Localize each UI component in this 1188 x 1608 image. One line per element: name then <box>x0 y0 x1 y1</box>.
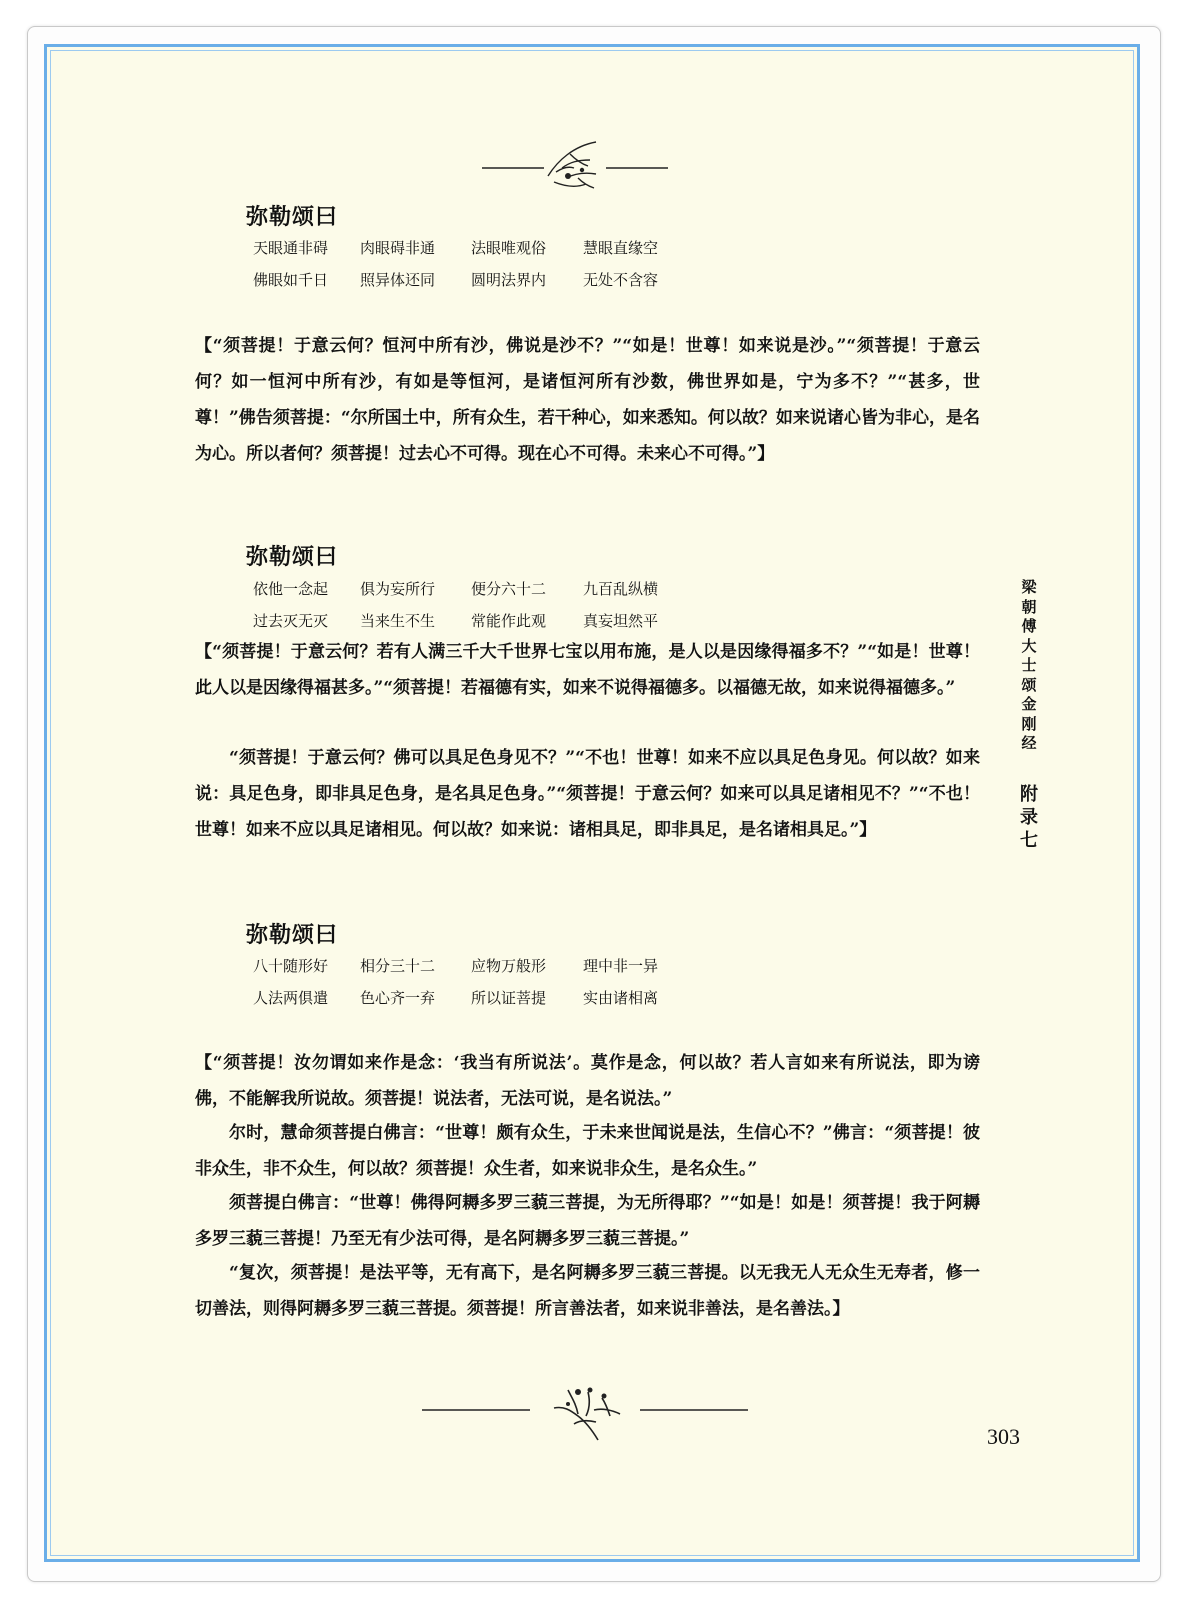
sutra-paragraph: 【“须菩提！于意云何？恒河中所有沙，佛说是沙不？”“如是！世尊！如来说是沙。”“须菩提！于意云何？如一恒河中所有沙，有如是等恒河，是诸恒河所有沙数，佛世界如是，宁为多不？”“甚多，世尊！”佛告须菩提：“尔所国土中，所有众生，若干种心，如来悉知。何以故？如来说诸心皆为非心，是名为心。所以者何？须菩提！过去心不可得。现在心不可得。未来心不可得。”】 <box>195 336 980 464</box>
verse-line: 应物万般形 <box>471 957 547 975</box>
section-heading: 弥勒颂曰 <box>246 545 339 570</box>
verse-line: 照异体还同 <box>360 271 436 289</box>
top-ornament-icon <box>478 138 672 198</box>
verse-line: 依他一念起 <box>253 580 329 598</box>
verse-line: 色心齐一弃 <box>360 989 436 1007</box>
running-book-title: 梁朝傅大士颂金刚经 <box>1021 578 1037 752</box>
verse-line: 肉眼碍非通 <box>360 239 436 257</box>
verse-line: 八十随形好 <box>253 957 329 975</box>
verse-line: 无处不含容 <box>583 271 659 289</box>
sutra-paragraph: “复次，须菩提！是法平等，无有高下，是名阿耨多罗三藐三菩提。以无我无人无众生无寿者，修一切善法，则得阿耨多罗三藐三菩提。须菩提！所言善法者，如来说非善法，是名善法。】 <box>195 1263 980 1319</box>
verse-line: 便分六十二 <box>471 580 547 598</box>
verse-line: 所以证菩提 <box>471 989 547 1007</box>
sutra-paragraph: 【“须菩提！于意云何？若有人满三千大千世界七宝以用布施，是人以是因缘得福多不？”“如是！世尊！此人以是因缘得福甚多。”“须菩提！若福德有实，如来不说得福德多。以福德无故，如来说得福德多。” <box>195 642 980 698</box>
sutra-paragraph: “须菩提！于意云何？佛可以具足色身见不？”“不也！世尊！如来不应以具足色身见。何以故？如来说：具足色身，即非具足色身，是名具足色身。”“须菩提！于意云何？如来可以具足诸相见不？”“不也！世尊！如来不应以具足诸相见。何以故？如来说：诸相具足，即非具足，是名诸相具足。”】 <box>195 748 980 840</box>
verse-line: 圆明法界内 <box>471 271 547 289</box>
sutra-paragraph: 【“须菩提！汝勿谓如来作是念：‘我当有所说法’。莫作是念，何以故？若人言如来有所说法，即为谤佛，不能解我所说故。须菩提！说法者，无法可说，是名说法。” <box>195 1053 980 1109</box>
verse-line: 实由诸相离 <box>583 989 659 1007</box>
section-heading: 弥勒颂曰 <box>246 205 339 230</box>
verse-line: 九百乱纵横 <box>583 580 659 598</box>
verse-line: 理中非一异 <box>583 957 659 975</box>
verse-line: 真妄坦然平 <box>583 612 659 630</box>
page-number: 303 <box>987 1424 1020 1449</box>
verse-line: 相分三十二 <box>360 957 436 975</box>
verse-line: 慧眼直缘空 <box>583 239 659 257</box>
verse-line: 人法两俱遣 <box>253 989 329 1007</box>
verse-line: 常能作此观 <box>471 612 547 630</box>
verse-line: 过去灭无灭 <box>253 612 329 630</box>
verse-line: 法眼唯观俗 <box>471 239 547 257</box>
sutra-paragraph: 须菩提白佛言：“世尊！佛得阿耨多罗三藐三菩提，为无所得耶？”“如是！如是！须菩提！我于阿耨多罗三藐三菩提！乃至无有少法可得，是名阿耨多罗三藐三菩提。” <box>195 1193 980 1249</box>
verse-line: 当来生不生 <box>360 612 436 630</box>
bottom-ornament-icon <box>418 1380 754 1444</box>
verse-line: 天眼通非碍 <box>253 239 329 257</box>
section-heading: 弥勒颂曰 <box>246 923 339 948</box>
verse-line: 佛眼如千日 <box>253 271 329 289</box>
running-chapter-title: 附录七 <box>1020 784 1038 851</box>
verse-line: 俱为妄所行 <box>360 580 436 598</box>
sutra-paragraph: 尔时，慧命须菩提白佛言：“世尊！颇有众生，于未来世闻说是法，生信心不？”佛言：“须菩提！彼非众生，非不众生，何以故？须菩提！众生者，如来说非众生，是名众生。” <box>195 1123 980 1179</box>
